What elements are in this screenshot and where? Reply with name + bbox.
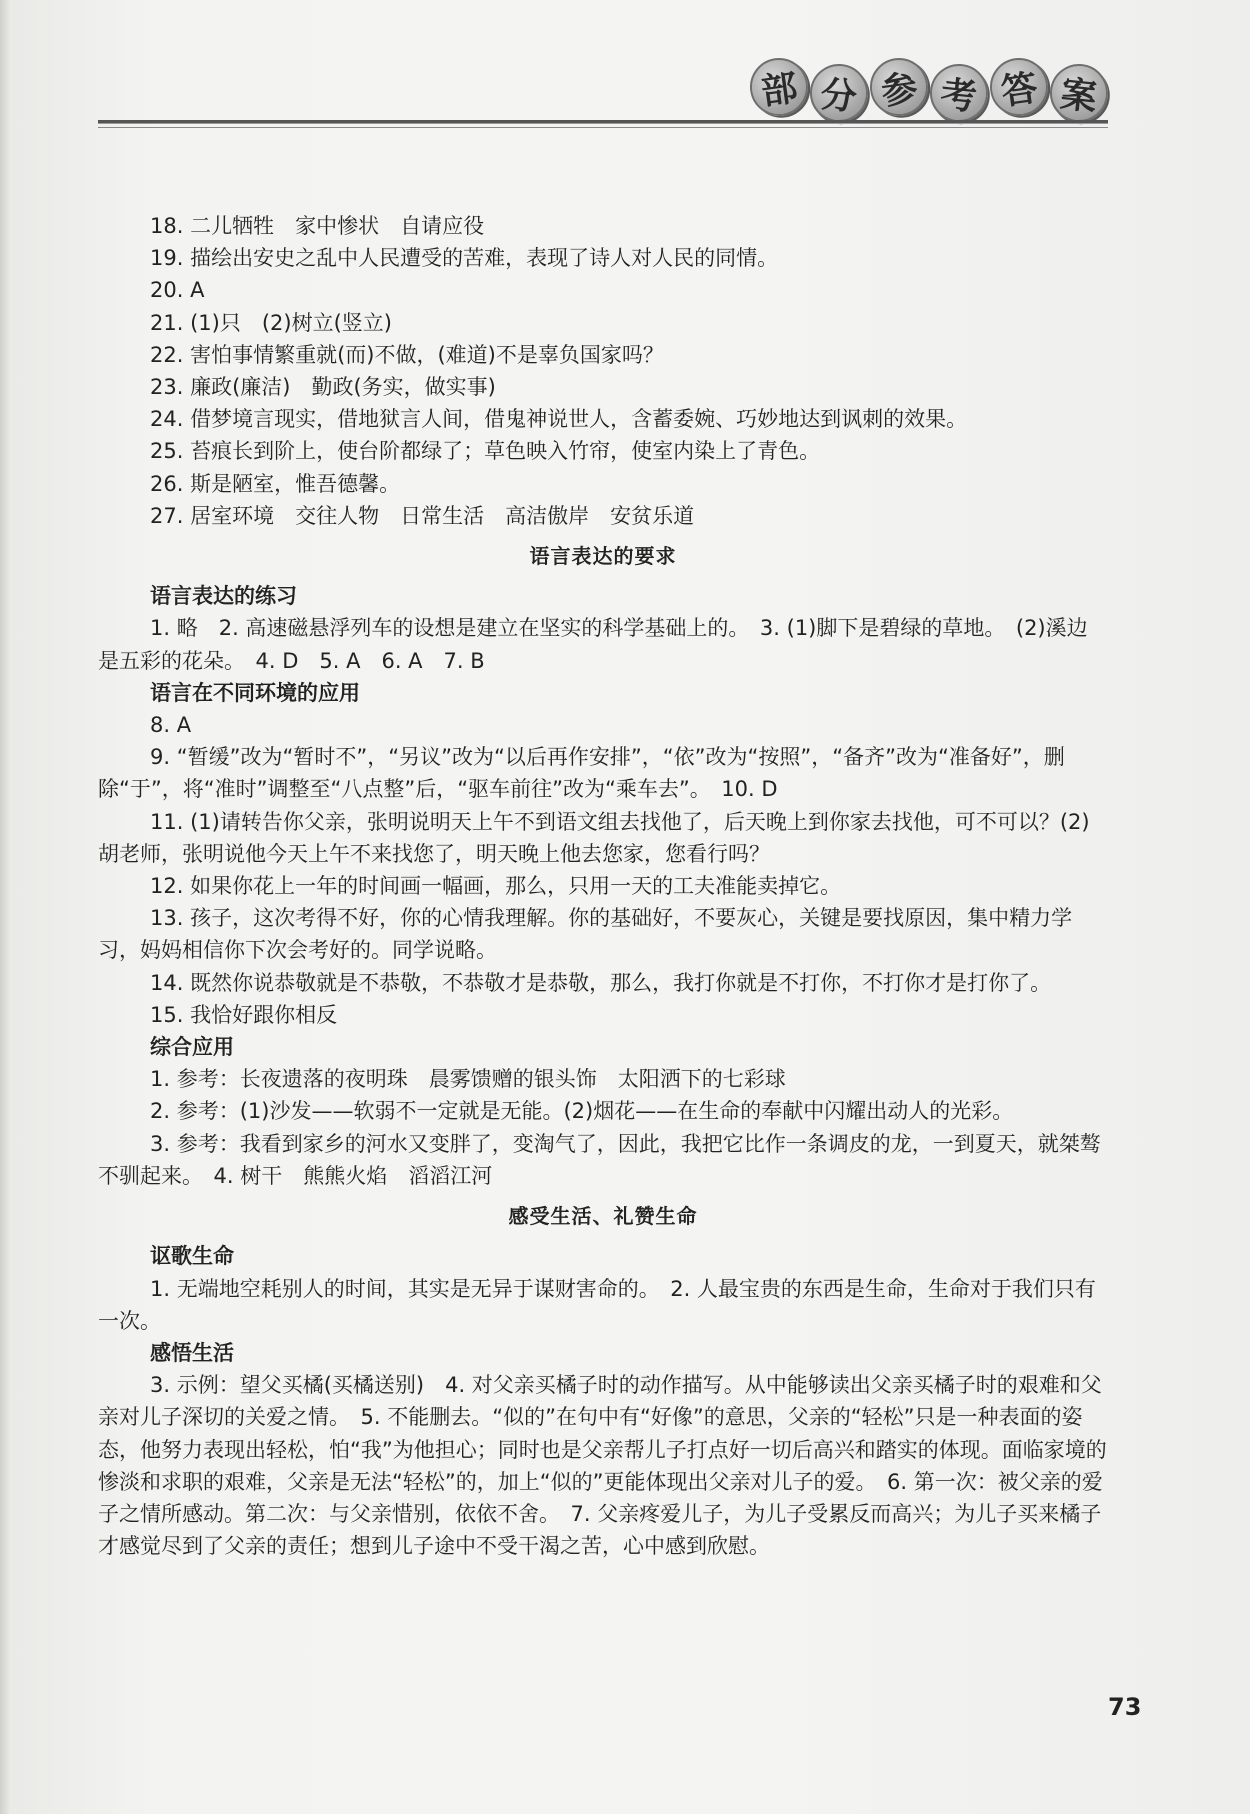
header-title-char: 部 [746,54,812,120]
answer-paragraph: 1. 略 2. 高速磁悬浮列车的设想是建立在坚实的科学基础上的。 3. (1)脚下是碧绿的草地。 (2)溪边是五彩的花朵。 4. D 5. A 6. A 7. B [98,616,1088,673]
answer-line: 26. 斯是陋室，惟吾德馨。 [150,471,401,496]
answer-paragraph: 9. “暂缓”改为“暂时不”，“另议”改为“以后再作安排”，“依”改为“按照”，“备齐”改为“准备好”，删除“于”，将“准时”调整至“八点整”后，“驱车前往”改为“乘车去”。 10. D [98,745,1065,802]
answer-paragraph: 3. 参考：我看到家乡的河水又变胖了，变淘气了，因此，我把它比作一条调皮的龙，一到夏天，就桀骜不驯起来。 4. 树干 熊熊火焰 滔滔江河 [98,1131,1101,1188]
answer-line: 24. 借梦境言现实，借地狱言人间，借鬼神说世人，含蓄委婉、巧妙地达到讽刺的效果。 [150,407,968,432]
answer-line: 18. 二儿牺牲 家中惨状 自请应役 [150,214,485,238]
answer-line: 20. A [150,278,205,303]
answer-paragraph: 1. 无端地空耗别人的时间，其实是无异于谋财害命的。 2. 人最宝贵的东西是生命，生命对于我们只有一次。 [98,1276,1096,1333]
answer-line: 22. 害怕事情繁重就(而)不做，(难道)不是辜负国家吗？ [150,342,664,367]
subsection-title: 综合应用 [150,1035,234,1060]
answer-line: 25. 苔痕长到阶上，使台阶都绿了；草色映入竹帘，使室内染上了青色。 [150,439,821,464]
header-title-char: 考 [927,61,991,125]
subsection-title: 感悟生活 [150,1340,234,1365]
page-number: 73 [1108,1693,1142,1721]
header-title-char: 案 [1047,61,1111,125]
subsection-title: 语言在不同环境的应用 [150,680,360,705]
header-rule [98,120,1108,124]
answer-content [98,210,1108,1562]
answer-paragraph: 3. 示例：望父买橘(买橘送别) 4. 对父亲买橘子时的动作描写。从中能够读出父亲买橘子时的艰难和父亲对儿子深切的关爱之情。 5. 不能删去。“似的”在句中有“好像”的意思，父亲的“轻松”只是一种表面的姿态，他努力表现出轻松，怕“我”为他担心；同时也是父亲帮儿子打点好一切后高兴和踏实的体现。面临家境的惨淡和求职的艰难，父亲是无法“轻松”的，加上“似的”更能体现出父亲对儿子的爱。 6. 第一次：被父亲的爱子之情所感动。第二次：与父亲惜别，依依不舍。 7. 父亲疼爱儿子，为儿子受累反而高兴；为儿子买来橘子才感觉尽到了父亲的责任；想到儿子途中不受干渴之苦，心中感到欣慰。 [98,1373,1107,1559]
page-header [98,40,1108,130]
subsection-title: 语言表达的练习 [150,584,297,609]
answer-paragraph: 2. 参考：(1)沙发——软弱不一定就是无能。(2)烟花——在生命的奉献中闪耀出动人的光彩。 [150,1099,1014,1124]
answer-paragraph: 12. 如果你花上一年的时间画一幅画，那么，只用一天的工夫准能卖掉它。 [150,874,842,899]
answer-paragraph: 14. 既然你说恭敬就是不恭敬，不恭敬才是恭敬，那么，我打你就是不打你，不打你才是打你了。 [150,970,1052,995]
header-title-char: 分 [807,61,871,125]
answer-line: 27. 居室环境 交往人物 日常生活 高洁傲岸 安贫乐道 [150,503,695,528]
answer-line: 19. 描绘出安史之乱中人民遭受的苦难，表现了诗人对人民的同情。 [150,246,779,271]
header-title-char: 参 [866,54,932,120]
answer-line: 21. (1)只 (2)树立(竖立) [150,310,392,335]
answer-paragraph: 1. 参考：长夜遗落的夜明珠 晨雾馈赠的银头饰 太阳洒下的七彩球 [150,1067,786,1092]
answer-line: 8. A [150,713,192,738]
section-title: 语言表达的要求 [529,544,677,569]
answer-line: 15. 我恰好跟你相反 [150,1002,338,1027]
header-title-char: 答 [986,54,1052,120]
header-rule-thin [98,127,1108,128]
page-edge-shadow [0,0,10,1814]
answer-line: 23. 廉政(廉洁) 勤政(务实，做实事) [150,375,496,400]
section-title: 感受生活、礼赞生命 [508,1204,698,1229]
subsection-title: 讴歌生命 [150,1244,234,1269]
answer-paragraph: 11. (1)请转告你父亲，张明说明天上午不到语文组去找他了，后天晚上到你家去找他，可不可以？(2)胡老师，张明说他今天上午不来找您了，明天晚上他去您家，您看行吗？ [98,809,1090,866]
header-title [750,58,1108,122]
answer-paragraph: 13. 孩子，这次考得不好，你的心情我理解。你的基础好，不要灰心，关键是要找原因，集中精力学习，妈妈相信你下次会考好的。同学说略。 [98,906,1073,963]
